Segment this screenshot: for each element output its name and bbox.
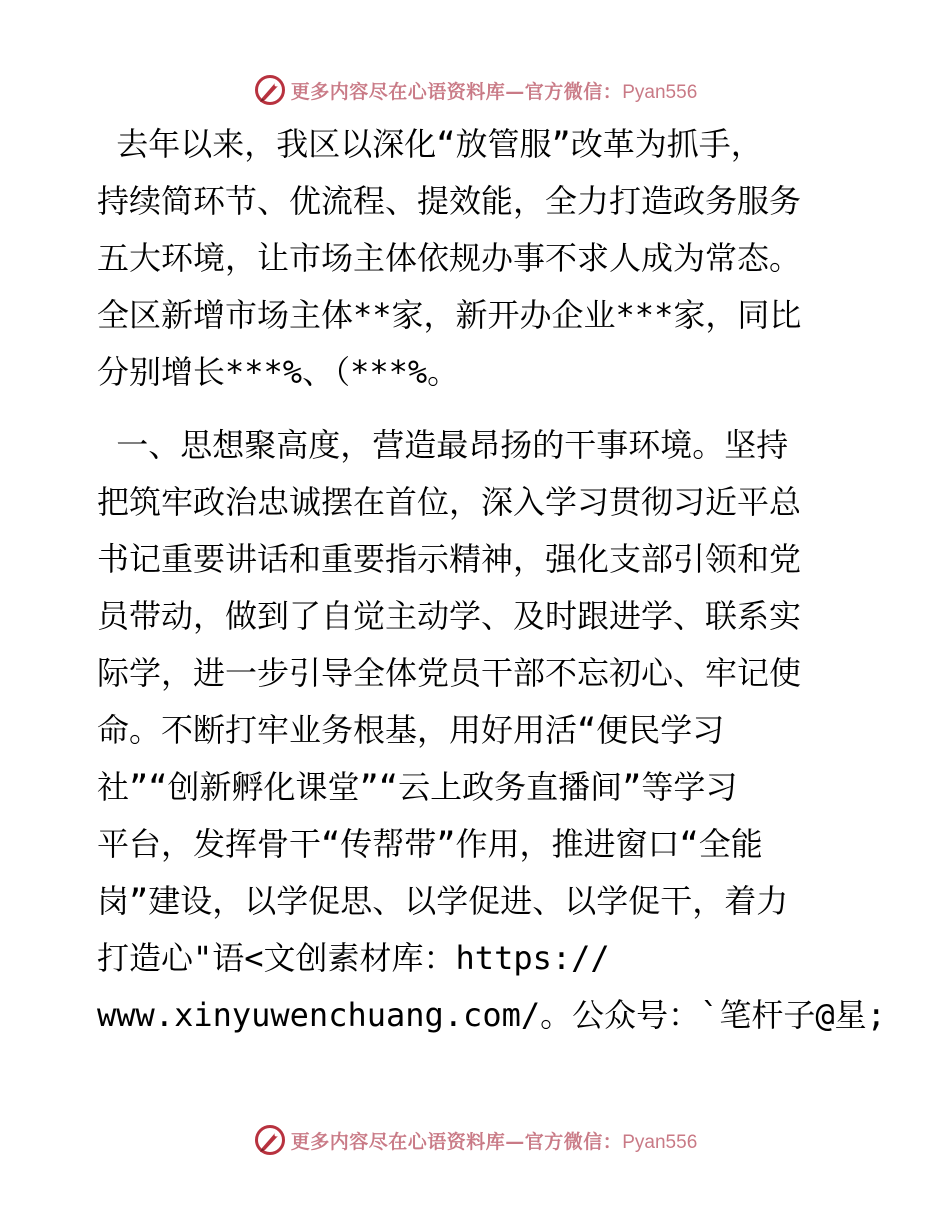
footer-banner: [0, 1120, 950, 1160]
paragraph-1: [97, 116, 857, 401]
text-line: www.xinyuwenchuang.com/。公众号：`笔杆子@星;: [97, 996, 886, 1034]
paragraph-gap: [97, 401, 857, 417]
text-line: 把筑牢政治忠诚摆在首位，深入学习贯彻习近平总: [97, 483, 802, 521]
header-banner: [0, 70, 950, 110]
text-line: 岗”建设，以学促思、以学促进、以学促干，着力: [97, 882, 789, 920]
paragraph-2: [97, 417, 886, 1044]
text-line: 书记重要讲话和重要指示精神，强化支部引领和党: [97, 540, 802, 578]
text-line: 员带动，做到了自觉主动学、及时跟进学、联系实: [97, 597, 802, 635]
text-line: 去年以来，我区以深化“放管服”改革为抓手，: [97, 125, 763, 163]
banner-text: 更多内容尽在心语资料库—官方微信：Pyan556: [290, 80, 698, 103]
pen-logo-icon: [253, 1123, 287, 1157]
text-line: 分别增长***%、（***%。: [97, 353, 460, 391]
text-line: 命。不断打牢业务根基，用好用活“便民学习: [97, 711, 725, 749]
text-line: 全区新增市场主体**家，新开办企业***家，同比: [97, 296, 802, 334]
text-line: 社”“创新孵化课堂”“云上政务直播间”等学习: [97, 768, 738, 806]
document-body: [97, 116, 886, 1044]
pen-logo-icon: [253, 73, 287, 107]
text-line: 平台，发挥骨干“传帮带”作用，推进窗口“全能: [97, 825, 763, 863]
text-line: 际学，进一步引导全体党员干部不忘初心、牢记使: [97, 654, 802, 692]
text-line: 打造心"语<文创素材库：https://: [97, 939, 610, 977]
wechat-id: Pyan556: [622, 1131, 698, 1153]
text-line: 一、思想聚高度，营造最昂扬的干事环境。坚持: [97, 426, 789, 464]
text-line: 五大环境，让市场主体依规办事不求人成为常态。: [97, 239, 802, 277]
banner-text: 更多内容尽在心语资料库—官方微信：Pyan556: [290, 1130, 698, 1153]
text-line: 持续简环节、优流程、提效能，全力打造政务服务: [97, 182, 802, 220]
wechat-id: Pyan556: [622, 81, 698, 103]
